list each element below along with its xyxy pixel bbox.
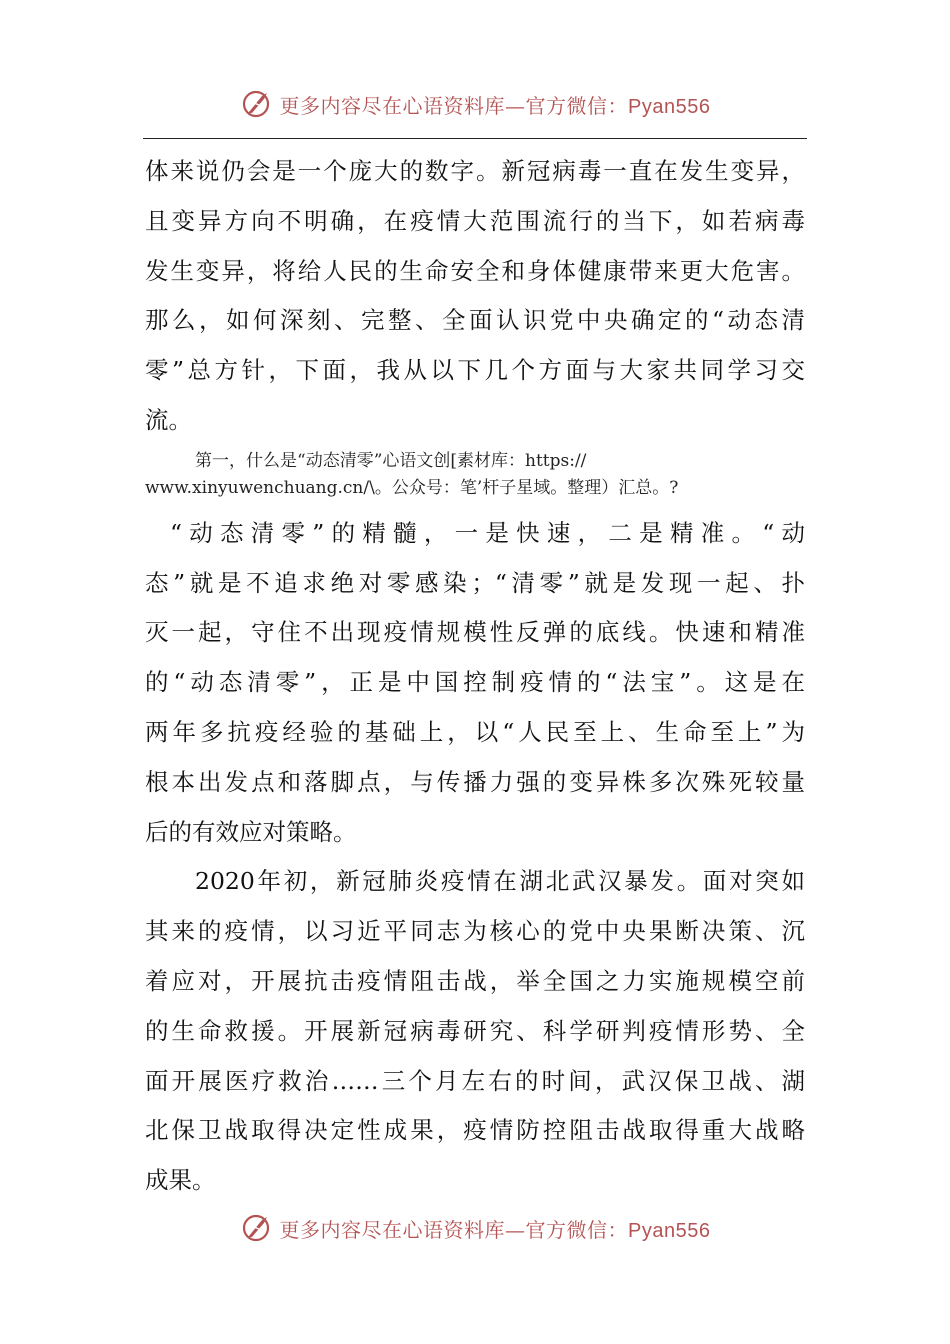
paragraph-line: 灭一起，守住不出现疫情规模性反弹的底线。快速和精准 (145, 618, 805, 647)
paragraph-line: 后的有效应对策略。 (145, 817, 357, 846)
paragraph-line: 发生变异，将给人民的生命安全和身体健康带来更大危害。 (145, 256, 805, 285)
paragraph-line: 两年多抗疫经验的基础上，以“人民至上、生命至上”为 (145, 717, 805, 746)
header-rule (143, 138, 807, 139)
section-heading-note: 第一，什么是“动态清零”心语文创[素材库：https:// (195, 450, 587, 471)
banner-handle: Pyan556 (628, 1219, 711, 1242)
banner-text: 更多内容尽在心语资料库—官方微信：Pyan556 (279, 93, 711, 118)
paragraph-line: “动态清零”的精髓，一是快速，二是精准。“动 (170, 518, 805, 547)
paragraph-line: 体来说仍会是一个庞大的数字。新冠病毒一直在发生变异， (145, 157, 805, 185)
paragraph-line: 的“动态清零”，正是中国控制疫情的“法宝”。这是在 (145, 668, 805, 697)
section-heading-note: www.xinyuwenchuang.cn/\。公众号：笔’杆子星域。整理）汇总。? (145, 477, 679, 498)
paragraph-line: 那么，如何深刻、完整、全面认识党中央确定的“动态清 (145, 306, 805, 335)
paragraph-line: 且变异方向不明确，在疫情大范围流行的当下，如若病毒 (145, 206, 805, 235)
paragraph-line: 北保卫战取得决定性成果，疫情防控阻击战取得重大战略 (145, 1116, 805, 1145)
paragraph-line: 的生命救援。开展新冠病毒研究、科学研判疫情形势、全 (145, 1016, 805, 1045)
paragraph-line: 其来的疫情，以习近平同志为核心的党中央果断决策、沉 (145, 917, 805, 946)
header-banner (0, 84, 950, 124)
paragraph-line: 面开展医疗救治……三个月左右的时间，武汉保卫战、湖 (145, 1066, 805, 1095)
document-body (145, 147, 805, 1206)
paragraph-line: 2020年初，新冠肺炎疫情在湖北武汉暴发。面对突如 (195, 867, 805, 896)
paragraph-line: 零”总方针，下面，我从以下几个方面与大家共同学习交 (145, 356, 805, 385)
banner-text: 更多内容尽在心语资料库—官方微信：Pyan556 (279, 1217, 711, 1242)
banner-handle: Pyan556 (628, 95, 711, 118)
paragraph-line: 态”就是不追求绝对零感染；“清零”就是发现一起、扑 (145, 568, 805, 597)
paragraph-line: 成果。 (145, 1166, 216, 1195)
footer-banner (0, 1208, 950, 1248)
paragraph-line: 根本出发点和落脚点，与传播力强的变异株多次殊死较量 (145, 767, 805, 796)
quill-pen-logo-icon (240, 87, 274, 121)
paragraph-line: 着应对，开展抗击疫情阻击战，举全国之力实施规模空前 (145, 966, 805, 995)
paragraph-line: 流。 (145, 405, 192, 434)
quill-pen-logo-icon (240, 1211, 274, 1245)
